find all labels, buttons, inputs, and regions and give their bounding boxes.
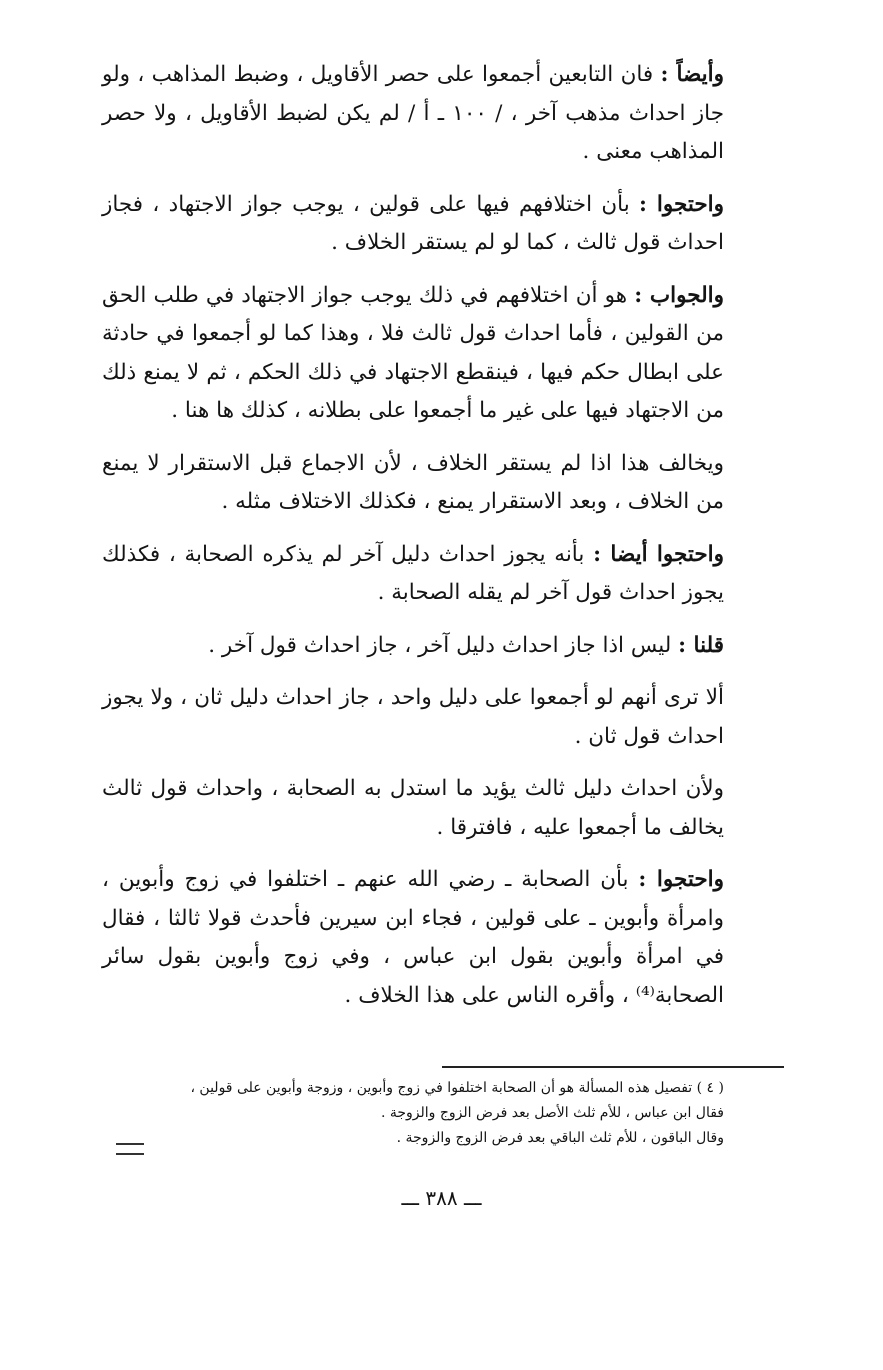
paragraph-text: ويخالف هذا اذا لم يستقر الخلاف ، لأن الاجماع قبل الاستقرار لا يمنع من الخلاف ، وبعد الاستقرار يمنع ، فكذلك الاختلاف مثله . (102, 450, 724, 514)
footnote-line-2: فقال ابن عباس ، للأم ثلث الأصل بعد فرض الزوج والزوجة . (380, 1105, 724, 1121)
paragraph-lead: واحتجوا : (638, 867, 724, 892)
paragraph-text: بأنه يجوز احداث دليل آخر لم يذكره الصحابة ، فكذلك يجوز احداث قول آخر لم يقله الصحابة . (102, 541, 724, 605)
paragraph-lead: والجواب : (634, 282, 724, 308)
paragraph-lead: وأيضاً : (660, 62, 724, 87)
paragraph-4 (102, 445, 784, 522)
paragraph-text: ليس اذا جاز احداث دليل آخر ، جاز احداث قول آخر . (208, 632, 679, 658)
paragraph-text: بأن اختلافهم فيها على قولين ، يوجب جواز الاجتهاد ، فجاز احداث قول ثالث ، كما لو لم يستقر الخلاف . (102, 191, 724, 255)
paragraph-lead: واحتجوا أيضا : (593, 541, 725, 567)
paragraph-lead: واحتجوا : (639, 191, 724, 217)
page-number: ـــ ٣٨٨ ـــ (401, 1186, 482, 1210)
paragraph-lead: قلنا : (678, 632, 724, 658)
paragraph-9 (102, 861, 784, 1015)
margin-double-rule-mark (116, 1143, 144, 1155)
paragraph-8 (102, 770, 784, 847)
footnote-divider (442, 1066, 784, 1068)
paragraph-7 (102, 679, 784, 756)
paragraph-text: بأن الصحابة ـ رضي الله عنهم ـ اختلفوا في زوج وأبوين ، وامرأة وأبوين ـ على قولين ، فجاء ابن سيرين فأحدث قولا ثالثا ، فقال في امرأة وأبوين بقول ابن عباس ، وفي زوج وأبوين بقول سائر الصحابة⁽⁴⁾ ، وأقره الناس على هذا الخلاف . (102, 867, 724, 1008)
footnote-line-1: ( ٤ ) تفصيل هذه المسألة هو أن الصحابة اختلفوا في زوج وأبوين ، وزوجة وأبوين على قولين ، (190, 1080, 724, 1096)
page-body (102, 56, 784, 1029)
paragraph-text: هو أن اختلافهم في ذلك يوجب جواز الاجتهاد في طلب الحق من القولين ، فأما احداث قول ثالث فلا ، وهذا كما لو أجمعوا في حادثة على ابطال حكم فيها ، فينقطع الاجتهاد في ذلك الحكم ، ثم لا يمنع ذلك من الاجتهاد فيها على غير ما أجمعوا على بطلانه ، كذلك ها هنا . (102, 282, 724, 423)
paragraph-6 (102, 627, 784, 666)
paragraph-text: ألا ترى أنهم لو أجمعوا على دليل واحد ، جاز احداث دليل ثان ، ولا يجوز احداث قول ثان . (102, 685, 724, 749)
paragraph-1 (102, 56, 784, 172)
paragraph-text: ولأن احداث دليل ثالث يؤيد ما استدل به الصحابة ، واحداث قول ثالث يخالف ما أجمعوا عليه ، فافترقا . (102, 776, 724, 840)
paragraph-3 (102, 277, 784, 431)
paragraph-5 (102, 536, 784, 613)
footnote-line-3: وقال الباقون ، للأم ثلث الباقي بعد فرض الزوج والزوجة . (396, 1130, 724, 1146)
paragraph-text: فان التابعين أجمعوا على حصر الأقاويل ، وضبط المذاهب ، ولو جاز احداث مذهب آخر ، / ١٠٠ ـ أ / لم يكن لضبط الأقاويل ، ولا حصر المذاهب معنى . (102, 62, 724, 164)
footnotes (102, 1066, 784, 1151)
paragraph-2 (102, 186, 784, 263)
